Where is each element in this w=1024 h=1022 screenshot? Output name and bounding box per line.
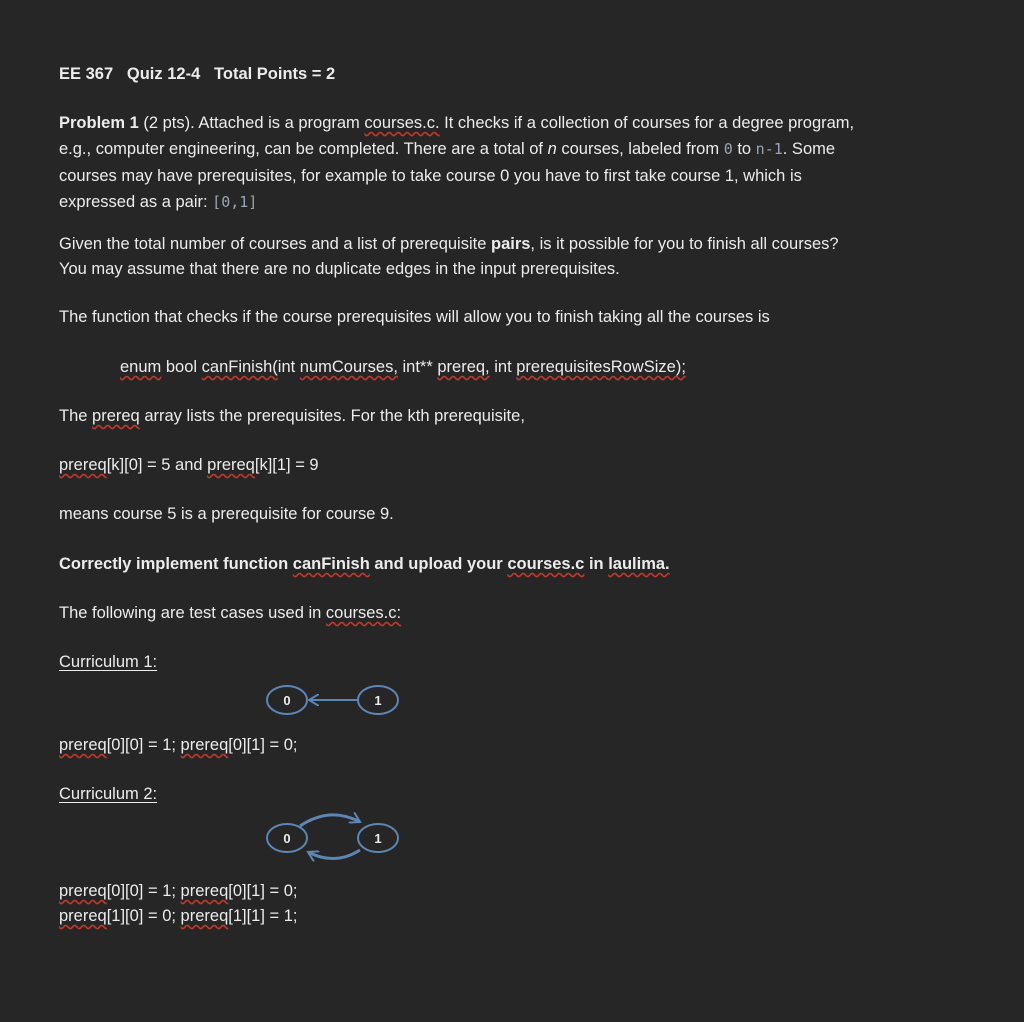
node-0-label: 0 <box>283 693 291 708</box>
curriculum-2-title: Curriculum 2: <box>59 785 158 803</box>
node-0-label: 0 <box>283 831 291 846</box>
problem-line-1: Problem 1 (2 pts). Attached is a program courses.c. It checks if a collection of courses for a degree program, <box>59 114 855 132</box>
quiz-number: Quiz 12-4 <box>126 65 201 83</box>
problem-line-4: expressed as a pair: [0,1] <box>59 193 258 211</box>
curriculum-2-code-line-1: prereq[0][0] = 1; prereq[0][1] = 0; <box>59 882 298 900</box>
curriculum-1-graph <box>260 680 410 720</box>
problem-line-3: courses may have prerequisites, for example to take course 0 you have to first take course 1, which is <box>59 167 802 185</box>
question-line-2: You may assume that there are no duplicate edges in the input prerequisites. <box>59 260 620 278</box>
tests-intro: The following are test cases used in courses.c: <box>59 604 402 622</box>
node-1-label: 1 <box>374 693 382 708</box>
node-1-label: 1 <box>374 831 382 846</box>
curriculum-2-graph <box>260 806 410 866</box>
edge-0-to-1-arrow <box>300 815 360 826</box>
curriculum-2-code-line-2: prereq[1][0] = 0; prereq[1][1] = 1; <box>59 907 298 925</box>
file-name: courses.c. <box>364 114 440 132</box>
edge-1-to-0-arrow <box>308 850 360 859</box>
quiz-header <box>59 61 335 87</box>
curriculum-1-title: Curriculum 1: <box>59 653 158 671</box>
instruction: Correctly implement function canFinish and upload your courses.c in laulima. <box>59 555 670 573</box>
prereq-example: prereq[k][0] = 5 and prereq[k][1] = 9 <box>59 456 319 474</box>
total-points: Total Points = 2 <box>214 65 336 83</box>
prereq-description: The prereq array lists the prerequisites. For the kth prerequisite, <box>59 407 525 425</box>
problem-label: Problem 1 <box>59 114 139 132</box>
course-code: EE 367 <box>59 65 114 83</box>
curriculum-1-code: prereq[0][0] = 1; prereq[0][1] = 0; <box>59 736 298 754</box>
function-signature: enum bool canFinish(int numCourses, int** prereq, int prerequisitesRowSize); <box>120 358 686 376</box>
question-line-1: Given the total number of courses and a list of prerequisite pairs, is it possible for you to finish all courses? <box>59 235 839 253</box>
problem-line-2: e.g., computer engineering, can be completed. There are a total of n courses, labeled from 0 to n-1. Some <box>59 140 836 158</box>
example-meaning: means course 5 is a prerequisite for course 9. <box>59 505 394 523</box>
pair-example: [0,1] <box>212 193 258 211</box>
function-intro: The function that checks if the course prerequisites will allow you to finish taking all the courses is <box>59 308 770 326</box>
